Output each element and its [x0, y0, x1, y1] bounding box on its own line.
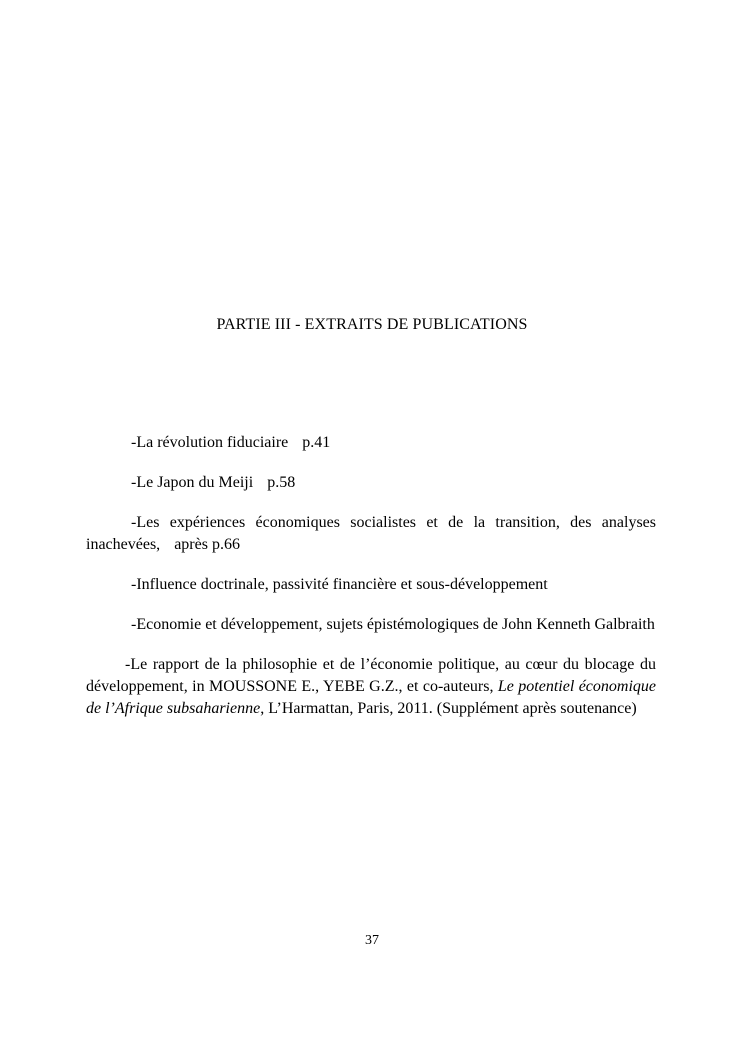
- publication-page-ref: p.41: [302, 434, 331, 451]
- book-title: Le potentiel économique de l’Afrique subsaharienne: [86, 678, 657, 717]
- page-number: 37: [365, 933, 379, 948]
- publication-text-after: , L’Harmattan, Paris, 2011. (Supplément après soutenance): [260, 700, 637, 717]
- publication-text: -Le rapport de la philosophie et de l’économie politique, au cœur du blocage du développement, in MOUSSONE E., YEBE G.Z., et co-auteurs,: [86, 656, 656, 695]
- publication-title: -Le Japon du Meiji: [131, 474, 254, 491]
- publication-title: -Economie et développement, sujets épistémologiques de John Kenneth Galbraith: [131, 616, 655, 633]
- publication-page-ref: p.58: [267, 474, 296, 491]
- publication-entry: [86, 574, 656, 596]
- publication-entry: [86, 472, 656, 494]
- publication-list: [86, 432, 656, 738]
- publication-entry: [86, 432, 656, 454]
- publication-entry: [86, 654, 656, 720]
- publication-entry: [86, 614, 656, 636]
- publication-title: -La révolution fiduciaire: [131, 434, 289, 451]
- publication-entry: [86, 512, 656, 556]
- publication-page-ref: après p.66: [174, 536, 240, 553]
- section-title: PARTIE III - EXTRAITS DE PUBLICATIONS: [216, 316, 528, 333]
- publication-title: -Les expériences économiques socialistes et de la transition, des analyses inachevées,: [86, 514, 656, 553]
- publication-title: -Influence doctrinale, passivité financière et sous-développement: [131, 576, 548, 593]
